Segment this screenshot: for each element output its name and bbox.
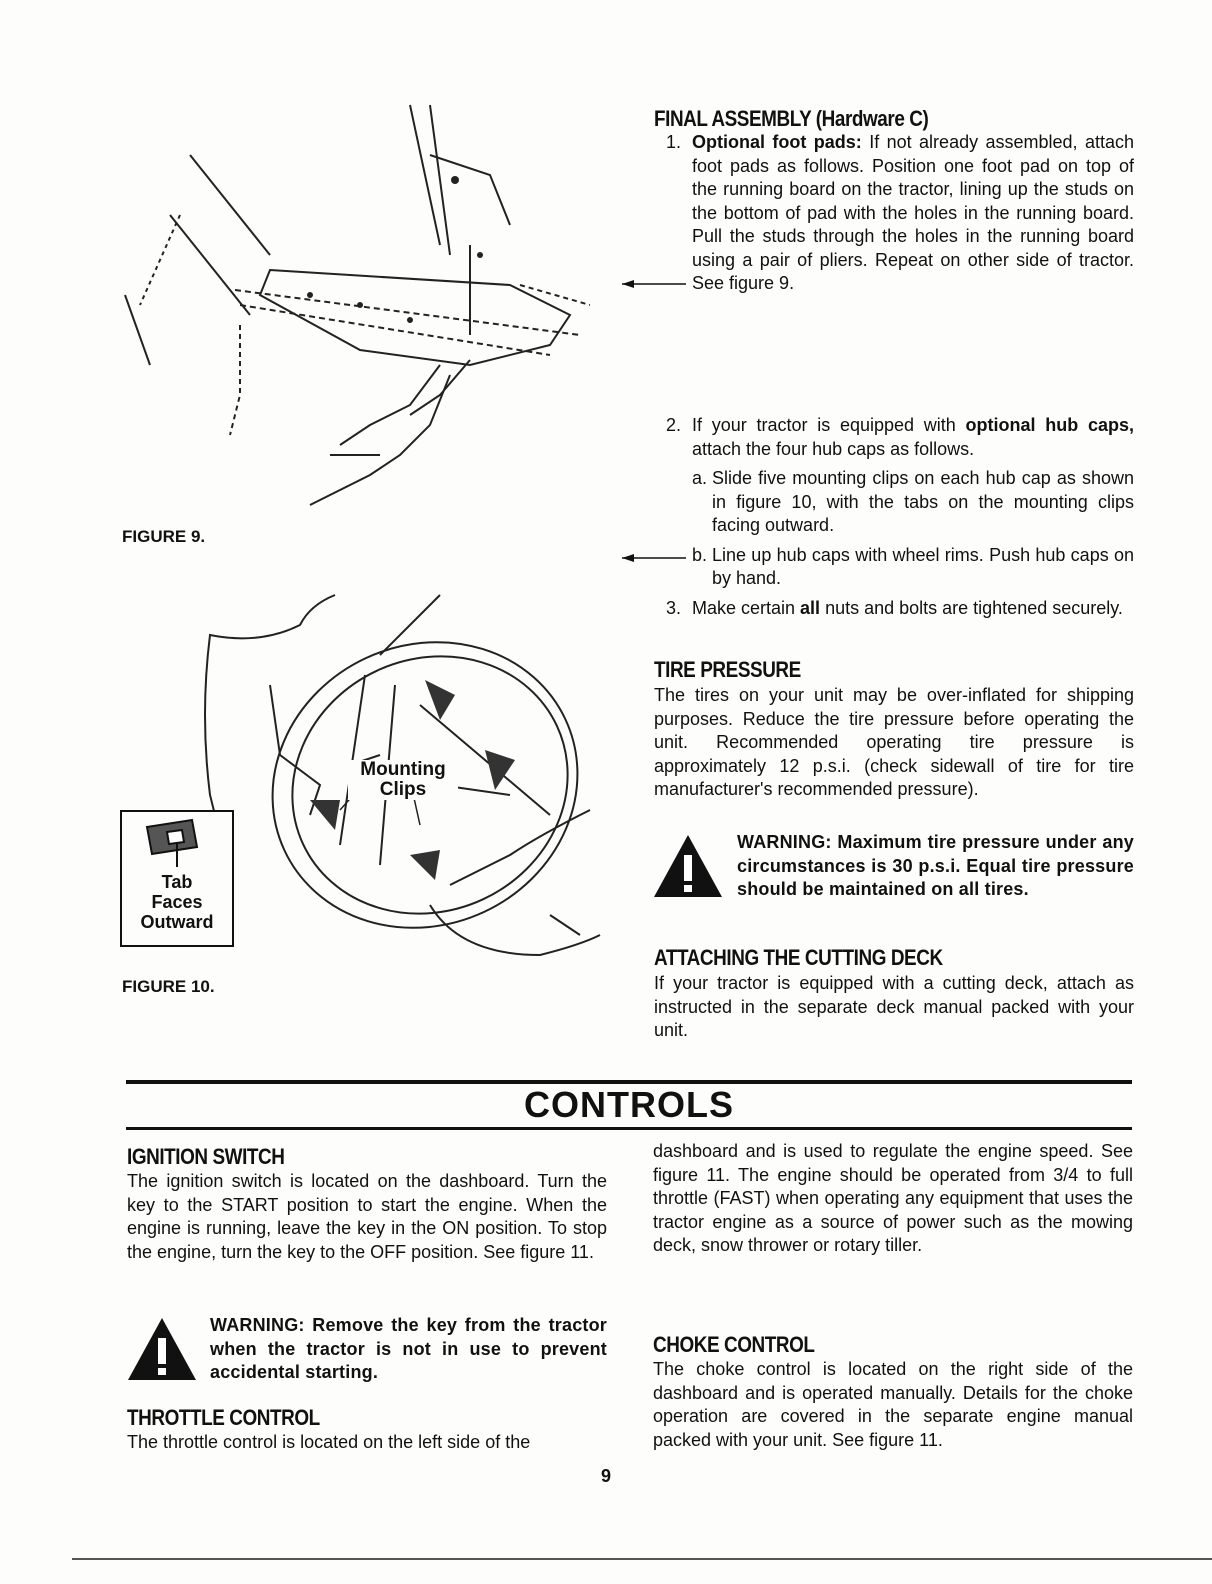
cutting-deck-text: If your tractor is equipped with a cutting deck, attach as instructed in the separate deck manual packed with your unit.	[654, 973, 1134, 1040]
step-number: 2.	[666, 415, 682, 435]
step-2-text-a: If your tractor is equipped with	[692, 415, 966, 435]
figure-9	[110, 95, 610, 546]
warning-triangle-icon	[126, 1316, 198, 1382]
final-assembly-steps-cont	[654, 414, 1134, 626]
throttle-text-left: The throttle control is located on the left side of the	[127, 1432, 531, 1452]
tire-pressure-heading: TIRE PRESSURE	[654, 657, 801, 682]
controls-rule-bottom	[126, 1127, 1132, 1130]
footpad-illustration	[110, 95, 610, 525]
final-assembly-heading: FINAL ASSEMBLY (Hardware C)	[654, 106, 929, 131]
figure-9-label: FIGURE 9.	[122, 527, 206, 546]
tab-inset-box	[120, 810, 234, 947]
step-1-bold: Optional foot pads:	[692, 132, 862, 152]
step-2b	[654, 544, 1134, 591]
tire-pressure-warning: WARNING: Maximum tire pressure under any circumstances is 30 p.s.i. Equal tire pressure should be maintained on all tires.	[737, 832, 1134, 899]
step-1-text: If not already assembled, attach foot pads as follows. Position one foot pad on top of the running board on the tractor, lining up the studs on the bottom of pad with the holes in the running board. Pull the studs through the holes in the running board using a pair of pliers. Repeat on other side of tractor. See figure 9.	[692, 132, 1134, 293]
step-3-bold: all	[800, 597, 821, 618]
warning-triangle-icon	[652, 833, 724, 899]
callout-line-2: Clips	[379, 779, 427, 800]
choke-control-heading: CHOKE CONTROL	[653, 1332, 815, 1357]
step-number: 1.	[666, 132, 682, 152]
figure-10	[110, 585, 610, 1005]
throttle-text-right: dashboard and is used to regulate the engine speed. See figure 11. The engine should be operated from 3/4 to full throttle (FAST) when operating any equipment that uses the tractor engine as a source of power such as the mowing deck, snow thrower or rotary tiller.	[653, 1141, 1133, 1255]
throttle-control-heading: THROTTLE CONTROL	[127, 1405, 320, 1430]
step-2-text-b: attach the four hub caps as follows.	[692, 438, 975, 459]
step-letter: a.	[692, 468, 708, 488]
step-2a-text: Slide five mounting clips on each hub cap as shown in figure 10, with the tabs on the mounting clips facing outward.	[712, 468, 1134, 535]
cutting-deck-heading: ATTACHING THE CUTTING DECK	[654, 945, 943, 970]
final-assembly-steps	[654, 131, 1134, 302]
figure-10-label: FIGURE 10.	[122, 977, 215, 996]
ignition-warning: WARNING: Remove the key from the tractor when the tractor is not in use to prevent accidental starting.	[210, 1315, 607, 1382]
inset-line-2: Faces	[151, 892, 203, 912]
tab-inset-text	[122, 872, 232, 932]
ignition-switch-text: The ignition switch is located on the dashboard. Turn the key to the START position to start the engine. When the engine is running, leave the key in the ON position. To stop the engine, turn the key to the OFF position. See figure 11.	[127, 1171, 607, 1262]
callout-line-1: Mounting	[360, 759, 446, 780]
step-2-bold: optional hub caps,	[965, 415, 1134, 435]
tire-pressure-text: The tires on your unit may be over-inflated for shipping purposes. Reduce the tire pressure before operating the unit. Recommended operating tire pressure is approximately 12 p.s.i. (check sidewall of tire for tire manufacturer's recommended pressure).	[654, 685, 1134, 799]
ignition-switch-heading: IGNITION SWITCH	[127, 1144, 285, 1169]
step-2b-text: Line up hub caps with wheel rims. Push hub caps on by hand.	[712, 544, 1134, 588]
choke-control-text: The choke control is located on the right side of the dashboard and is operated manually. Details for the choke operation are covered in the separate engine manual packed with your unit. See figure 11.	[653, 1359, 1133, 1450]
step-letter: b.	[692, 544, 708, 565]
mounting-clips-callout	[348, 760, 458, 800]
controls-heading: CONTROLS	[524, 1084, 734, 1125]
step-3-text-b: nuts and bolts are tightened securely.	[820, 597, 1123, 618]
step-3-text-a: Make certain	[692, 597, 801, 618]
inset-line-1: Tab	[161, 872, 193, 892]
step-number: 3.	[666, 597, 682, 618]
inset-line-3: Outward	[140, 912, 214, 932]
page-number: 9	[600, 1466, 611, 1486]
step-1	[654, 131, 1134, 296]
step-2a	[654, 467, 1134, 538]
clip-icon	[122, 812, 232, 867]
bottom-scan-line	[72, 1558, 1212, 1560]
step-2	[654, 414, 1134, 461]
step-3	[654, 597, 1134, 621]
